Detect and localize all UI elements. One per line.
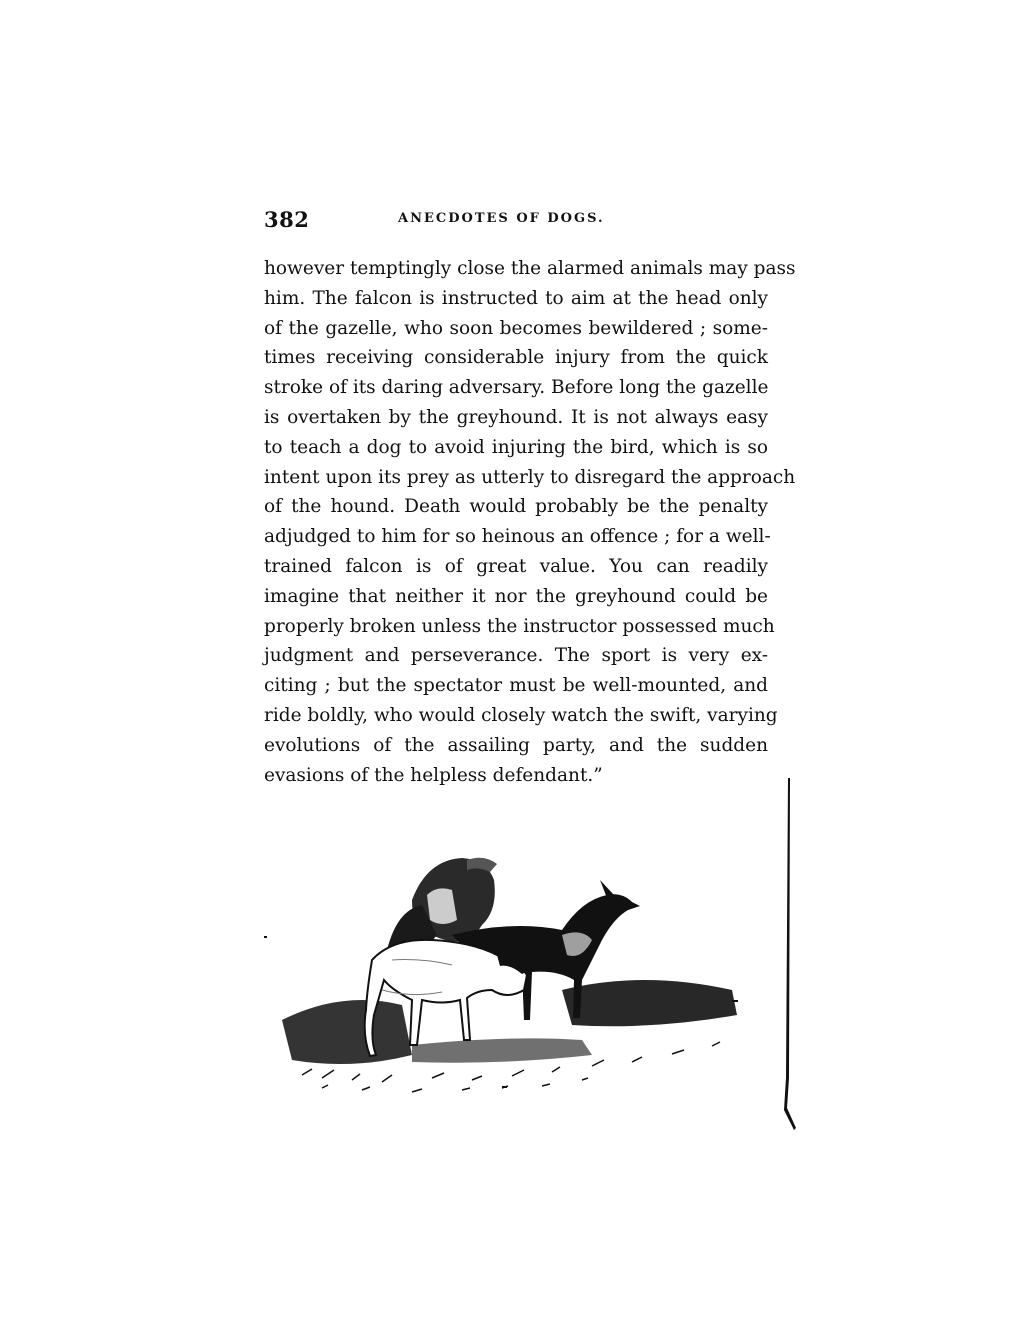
running-head (264, 207, 768, 237)
text-line: is overtaken by the greyhound. It is not always easy (264, 406, 768, 428)
text-line: adjudged to him for so heinous an offence ; for a well- (264, 526, 771, 548)
text-line: citing ; but the spectator must be well-mounted, and (264, 675, 768, 697)
text-line: evolutions of the assailing party, and the sudden (264, 734, 768, 756)
text-line: of the hound. Death would probably be the penalty (264, 496, 768, 518)
text-line: evasions of the helpless defendant.” (264, 764, 603, 786)
margin-rule (770, 778, 800, 1138)
page-number: 382 (264, 207, 310, 232)
body-text (264, 254, 796, 790)
text-line: judgment and perseverance. The sport is very ex- (264, 645, 768, 667)
text-line: ride boldly, who would closely watch the swift, varying (264, 704, 778, 726)
running-title: ANECDOTES OF DOGS. (398, 211, 605, 226)
text-line: stroke of its daring adversary. Before long the gazelle (264, 377, 769, 399)
text-line: intent upon its prey as utterly to disregard the approach (264, 466, 796, 488)
text-line: trained falcon is of great value. You can readily (264, 555, 768, 577)
text-line: him. The falcon is instructed to aim at the head only (264, 287, 768, 309)
dogs-engraving (262, 840, 762, 1100)
text-line: times receiving considerable injury from the quick (264, 347, 768, 369)
text-line: however temptingly close the alarmed animals may pass (264, 258, 796, 279)
text-line: to teach a dog to avoid injuring the bird, which is so (264, 436, 768, 458)
text-line: properly broken unless the instructor possessed much (264, 615, 775, 637)
text-line: of the gazelle, who soon becomes bewildered ; some- (264, 317, 768, 339)
text-line: imagine that neither it nor the greyhound could be (264, 585, 768, 607)
